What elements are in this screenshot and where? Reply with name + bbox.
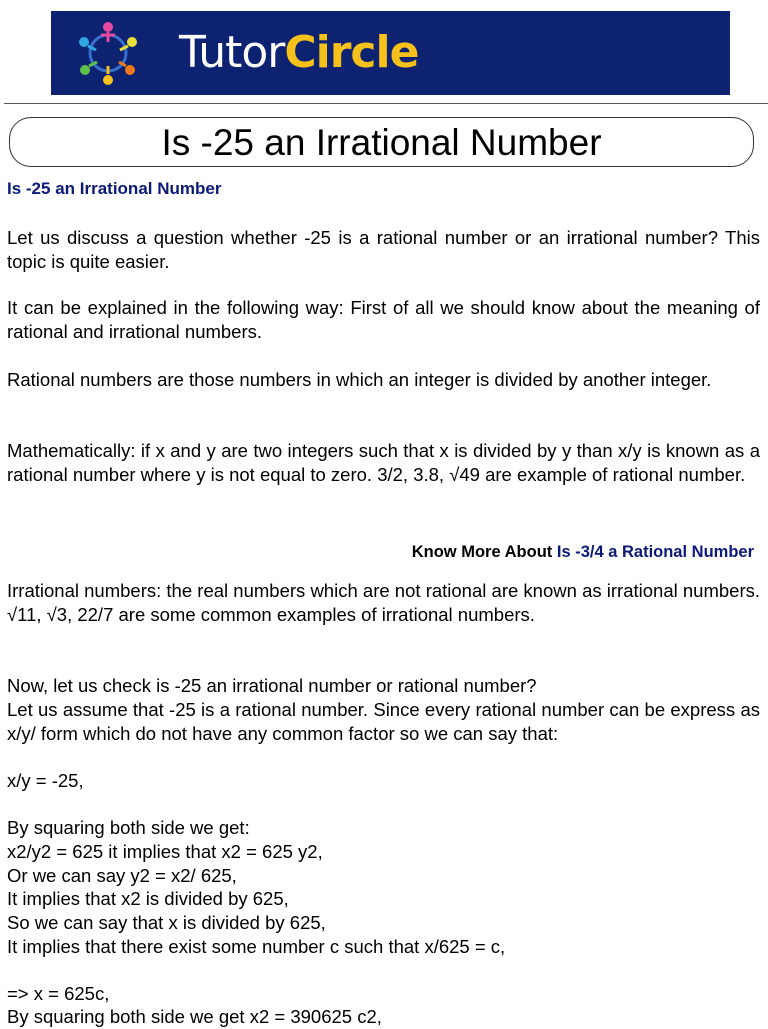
paragraph-rational-definition: Rational numbers are those numbers in which an integer is divided by another integer. — [7, 369, 712, 390]
paragraph-explanation: It can be explained in the following way: First of all we should know about the meaning of rational and irrational numbers. — [7, 297, 760, 342]
paragraph-check-intro: Now, let us check is -25 an irrational number or rational number? — [7, 675, 537, 696]
paragraph-intro: Let us discuss a question whether -25 is a rational number or an irrational number? This topic is quite easier. — [7, 227, 760, 272]
header-banner — [51, 11, 730, 95]
proof-step: It implies that there exist some number c such that x/625 = c, — [7, 936, 506, 957]
section-subheading: Is -25 an Irrational Number — [7, 179, 222, 198]
brand-part-circle: Circle — [284, 27, 419, 78]
page-title: Is -25 an Irrational Number — [9, 117, 754, 167]
proof-step: By squaring both side we get: — [7, 817, 250, 838]
header-divider — [4, 103, 768, 104]
know-more-prefix: Know More About — [411, 543, 557, 561]
proof-step: By squaring both side we get x2 = 390625 c2, — [7, 1006, 382, 1027]
proof-step: It implies that x2 is divided by 625, — [7, 888, 289, 909]
know-more-line — [412, 543, 754, 562]
proof-step: x/y = -25, — [7, 770, 84, 791]
tutorcircle-logo-icon — [73, 18, 143, 88]
proof-step: x2/y2 = 625 it implies that x2 = 625 y2, — [7, 841, 323, 862]
brand-wordmark — [179, 29, 418, 77]
brand-part-tutor: Tutor — [179, 27, 285, 78]
paragraph-mathematical-definition: Mathematically: if x and y are two integers such that x is divided by y than x/y is known as a rational number where y is not equal to zero. 3/2, 3.8, √49 are example of rational number. — [7, 440, 760, 485]
proof-step: So we can say that x is divided by 625, — [7, 912, 326, 933]
know-more-link[interactable]: Is -3/4 a Rational Number — [556, 543, 754, 561]
proof-step: Or we can say y2 = x2/ 625, — [7, 865, 237, 886]
paragraph-irrational-definition: Irrational numbers: the real numbers which are not rational are known as irrational numbers. √11, √3, 22/7 are some common examples of irrational numbers. — [7, 580, 760, 625]
paragraph-assumption: Let us assume that -25 is a rational number. Since every rational number can be express as x/y/ form which do not have any common factor so we can say that: — [7, 699, 760, 744]
proof-step: => x = 625c, — [7, 983, 110, 1004]
